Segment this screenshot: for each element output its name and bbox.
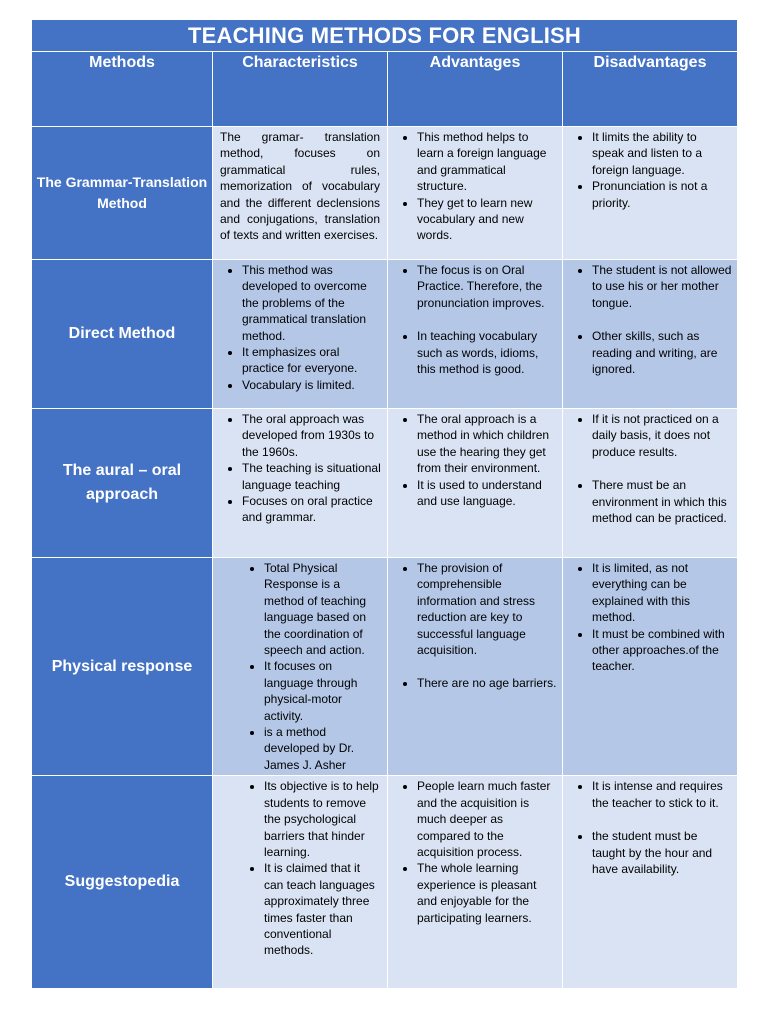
- method-name: Direct Method: [32, 260, 213, 409]
- characteristics-text: The gramar- translation method, focuses on grammatical rules, memorization of vocabulary and the different declensions and conjugations, translation of texts and written exercises.: [220, 130, 380, 243]
- disadvantages-cell: [563, 127, 738, 260]
- list-item: • This method was developed to overcome the problems of the grammatical translation method.: [242, 262, 382, 344]
- list-item: • It emphasizes oral practice for everyone.: [242, 344, 382, 377]
- list-item: • If it is not practiced on a daily basis, it does not produce results.: [592, 411, 732, 460]
- characteristics-cell: [213, 260, 388, 409]
- table-row: [32, 776, 738, 989]
- list-item: • Pronunciation is not a priority.: [592, 178, 732, 211]
- teaching-methods-table: [31, 19, 737, 989]
- list-item: • Other skills, such as reading and writing, are ignored.: [592, 328, 732, 377]
- table-title: TEACHING METHODS FOR ENGLISH: [32, 20, 738, 52]
- disadvantages-cell: [563, 260, 738, 409]
- list-item: • It is claimed that it can teach languages approximately three times faster than conventional methods.: [264, 860, 382, 958]
- method-name: The Grammar-Translation Method: [32, 127, 213, 260]
- disadvantages-cell: [563, 409, 738, 558]
- method-name: Suggestopedia: [32, 776, 213, 989]
- list-item: • Focuses on oral practice and grammar.: [242, 493, 382, 526]
- list-item: • It limits the ability to speak and listen to a foreign language.: [592, 129, 732, 178]
- advantages-cell: [388, 776, 563, 989]
- list-item: • Its objective is to help students to remove the psychological barriers that hinder learning.: [264, 778, 382, 860]
- list-item: • There must be an environment in which this method can be practiced.: [592, 477, 732, 526]
- list-item: • Total Physical Response is a method of teaching language based on the coordination of speech and action.: [264, 560, 382, 658]
- list-item: • This method helps to learn a foreign language and grammatical structure.: [417, 129, 557, 195]
- table-row: [32, 558, 738, 776]
- list-item: • is a method developed by Dr. James J. Asher: [264, 724, 382, 773]
- table-row: [32, 127, 738, 260]
- header-advantages: Advantages: [388, 52, 563, 127]
- header-disadvantages: Disadvantages: [563, 52, 738, 127]
- list-item: • The provision of comprehensible information and stress reduction are key to successful language acquisition.: [417, 560, 557, 658]
- advantages-cell: [388, 260, 563, 409]
- characteristics-cell: [213, 776, 388, 989]
- method-name: The aural – oral approach: [32, 409, 213, 558]
- list-item: • It is used to understand and use language.: [417, 477, 557, 510]
- list-item: • It is intense and requires the teacher to stick to it.: [592, 778, 732, 811]
- list-item: • Vocabulary is limited.: [242, 377, 382, 393]
- header-characteristics: Characteristics: [213, 52, 388, 127]
- advantages-cell: [388, 127, 563, 260]
- disadvantages-cell: [563, 558, 738, 776]
- list-item: • The teaching is situational language teaching: [242, 460, 382, 493]
- characteristics-cell: [213, 127, 388, 260]
- method-name: Physical response: [32, 558, 213, 776]
- list-item: • The oral approach was developed from 1930s to the 1960s.: [242, 411, 382, 460]
- list-item: • People learn much faster and the acquisition is much deeper as compared to the acquisition process.: [417, 778, 557, 860]
- characteristics-cell: [213, 558, 388, 776]
- table-row: [32, 260, 738, 409]
- advantages-cell: [388, 409, 563, 558]
- list-item: • It focuses on language through physical-motor activity.: [264, 658, 382, 724]
- list-item: • the student must be taught by the hour and have availability.: [592, 828, 732, 877]
- advantages-cell: [388, 558, 563, 776]
- list-item: • In teaching vocabulary such as words, idioms, this method is good.: [417, 328, 557, 377]
- characteristics-cell: [213, 409, 388, 558]
- list-item: • The oral approach is a method in which children use the hearing they get from their environment.: [417, 411, 557, 477]
- disadvantages-cell: [563, 776, 738, 989]
- list-item: • The student is not allowed to use his or her mother tongue.: [592, 262, 732, 311]
- list-item: • There are no age barriers.: [417, 675, 557, 691]
- list-item: • They get to learn new vocabulary and new words.: [417, 195, 557, 244]
- list-item: • The focus is on Oral Practice. Therefore, the pronunciation improves.: [417, 262, 557, 311]
- list-item: • The whole learning experience is pleasant and enjoyable for the participating learners.: [417, 860, 557, 926]
- header-methods: Methods: [32, 52, 213, 127]
- list-item: • It is limited, as not everything can be explained with this method.: [592, 560, 732, 626]
- table-row: [32, 409, 738, 558]
- list-item: • It must be combined with other approaches.of the teacher.: [592, 626, 732, 675]
